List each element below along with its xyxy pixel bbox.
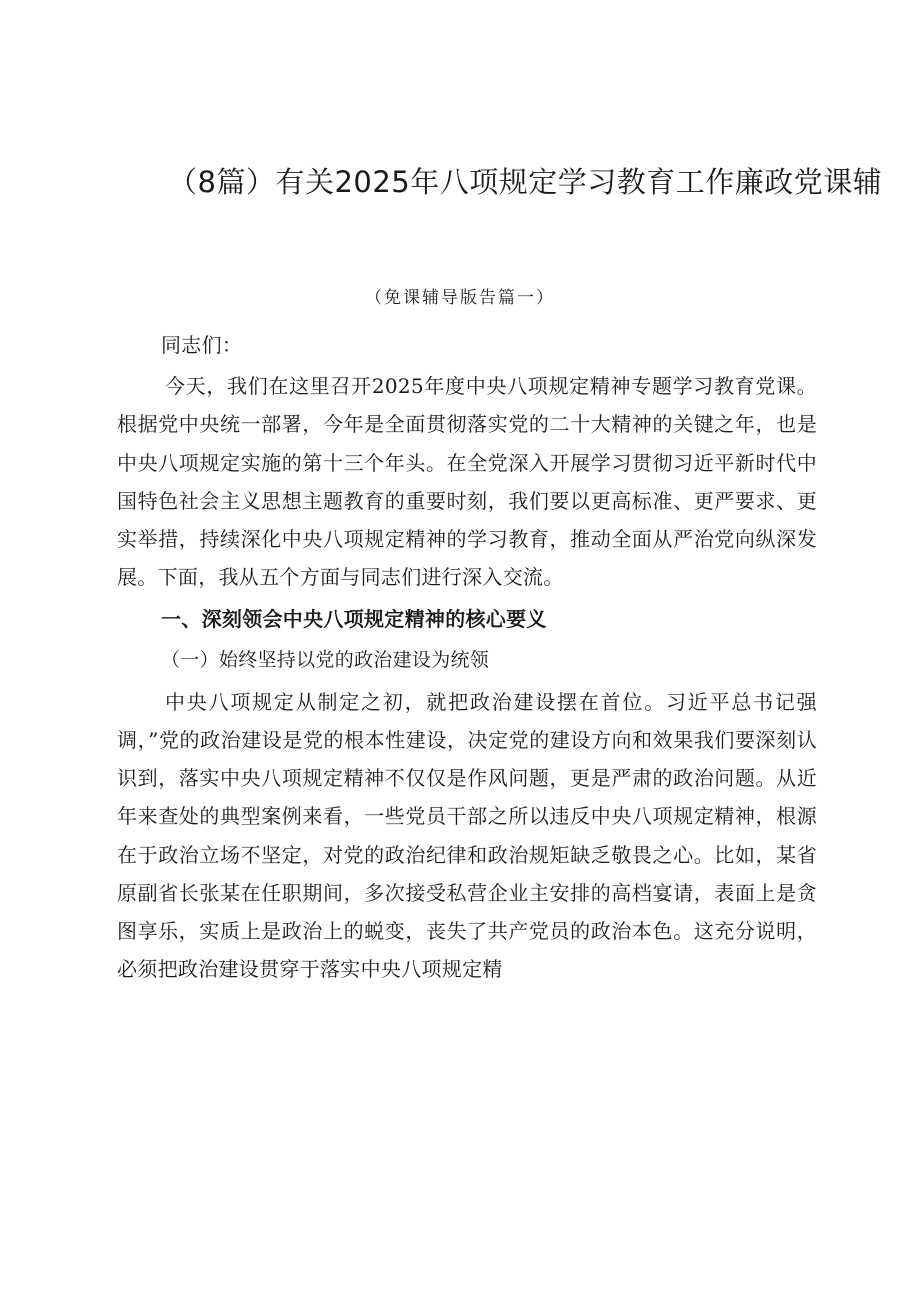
section-heading: 一、深刻领会中央八项规定精神的核心要义 [161,607,547,632]
document-title: （8篇）有关2025年八项规定学习教育工作廉政党课辅 [168,165,883,199]
document-body [117,326,817,988]
document-subtitle: （免课辅导版告篇一） [365,288,555,308]
subsection-paragraph: 中央八项规定从制定之初，就把政治建设摆在首位。习近平总书记强调，”党的政治建设是党的根本性建设，决定党的建设方向和效果我们要深刻认识到，落实中央八项规定精神不仅仅是作风问题，更是严肃的政治问题。从近年来查处的典型案例来看，一些党员干部之所以违反中央八项规定精神，根源在于政治立场不坚定，对党的政治纪律和政治规矩缺乏敬畏之心。比如，某省原副省长张某在任职期间，多次接受私营企业主安排的高档宴请，表面上是贪图享乐，实质上是政治上的蜕变，丧失了共产党员的政治本色。这充分说明，必须把政治建设贯穿于落实中央八项规定精 [117,689,817,982]
subsection-heading: （一）始终坚持以党的政治建设为统领 [161,648,490,671]
greeting: 同志们： [161,333,243,357]
intro-paragraph: 今天，我们在这里召开2025年度中央八项规定精神专题学习教育党课。根据党中央统一部署，今年是全面贯彻落实党的二十大精神的关键之年，也是中央八项规定实施的第十三个年头。在全党深入开展学习贯彻习近平新时代中国特色社会主义思想主题教育的重要时刻，我们要以更高标准、更严要求、更实举措，持续深化中央八项规定精神的学习教育，推动全面从严治党向纵深发展。下面，我从五个方面与同志们进行深入交流。 [117,374,817,590]
